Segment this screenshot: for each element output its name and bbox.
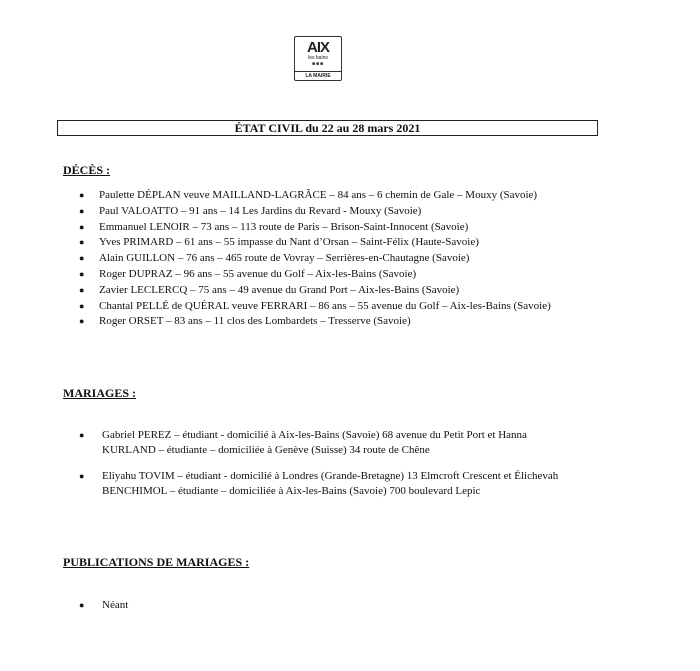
mariage-item (79, 428, 569, 458)
deces-heading: DÉCÈS : (63, 163, 111, 177)
logo-sub-text: les bains (308, 55, 328, 61)
mariage-entry: Eliyahu TOVIM – étudiant - domicilié à Londres (Grande-Bretagne) 13 Elmcroft Crescent et Élichevah BENCHIMOL – étudiante – domiciliée à Aix-les-Bains (Savoie) 700 boulevard Lepic (102, 470, 559, 497)
bullet-icon: ● (79, 205, 85, 216)
publication-entry: Néant (102, 599, 129, 611)
bullet-icon: ● (79, 190, 85, 200)
bullet-icon: ● (79, 221, 85, 232)
deces-entry: Roger DUPRAZ – 96 ans – 55 avenue du Golf – Aix-les-Bains (Savoie) (99, 267, 417, 280)
bullet-icon: ● (79, 471, 85, 481)
bullet-icon: ● (79, 600, 85, 610)
bullet-icon: ● (79, 237, 85, 248)
bullet-icon: ● (79, 268, 85, 279)
bullet-icon: ● (79, 316, 85, 327)
list-item (79, 267, 551, 283)
list-item (79, 283, 551, 299)
deces-entry: Chantal PELLÉ de QUÉRAL veuve FERRARI – 86 ans – 55 avenue du Golf – Aix-les-Bains (Savoie) (99, 299, 551, 312)
list-item (79, 314, 551, 330)
mariage-item (79, 469, 569, 499)
deces-entry: Yves PRIMARD – 61 ans – 55 impasse du Nant d’Orsan – Saint-Félix (Haute-Savoie) (99, 236, 479, 249)
list-item (79, 251, 551, 267)
deces-entry: Emmanuel LENOIR – 73 ans – 113 route de Paris – Brison-Saint-Innocent (Savoie) (99, 220, 469, 233)
deces-entry: Paulette DÉPLAN veuve MAILLAND-LAGRÂCE – 84 ans – 6 chemin de Gale – Mouxy (Savoie) (99, 189, 538, 201)
logo-main-text: AIX (306, 39, 329, 56)
deces-entry: Roger ORSET – 83 ans – 11 clos des Lombardets – Tresserve (Savoie) (99, 315, 411, 328)
logo-squares: ■■■ (311, 61, 325, 67)
logo-mairie-text: LA MAIRIE (305, 73, 331, 79)
publications-heading: PUBLICATIONS DE MARIAGES : (63, 555, 250, 569)
list-item (79, 188, 551, 204)
bullet-icon: ● (79, 430, 85, 440)
mariage-entry: Gabriel PEREZ – étudiant - domicilié à Aix-les-Bains (Savoie) 68 avenue du Petit Port et Hanna KURLAND – étudiante – domiciliée à Genève (Suisse) 34 route de Chêne (102, 429, 527, 456)
list-item (79, 235, 551, 251)
bullet-icon: ● (79, 300, 85, 311)
deces-list (79, 188, 551, 330)
mariages-heading: MARIAGES : (63, 386, 137, 400)
publication-item (79, 598, 128, 613)
bullet-icon: ● (79, 284, 85, 295)
logo-divider (295, 71, 341, 72)
deces-entry: Paul VALOATTO – 91 ans – 14 Les Jardins du Revard - Mouxy (Savoie) (99, 204, 422, 217)
list-item (79, 220, 551, 236)
deces-entry: Alain GUILLON – 76 ans – 465 route de Vovray – Serrières-en-Chautagne (Savoie) (99, 252, 470, 265)
bullet-icon: ● (79, 253, 85, 264)
deces-entry: Zavier LECLERCQ – 75 ans – 49 avenue du Grand Port – Aix-les-Bains (Savoie) (99, 283, 460, 296)
city-logo (294, 36, 342, 81)
list-item (79, 299, 551, 315)
document-title: ÉTAT CIVIL du 22 au 28 mars 2021 (57, 120, 598, 136)
list-item (79, 204, 551, 220)
